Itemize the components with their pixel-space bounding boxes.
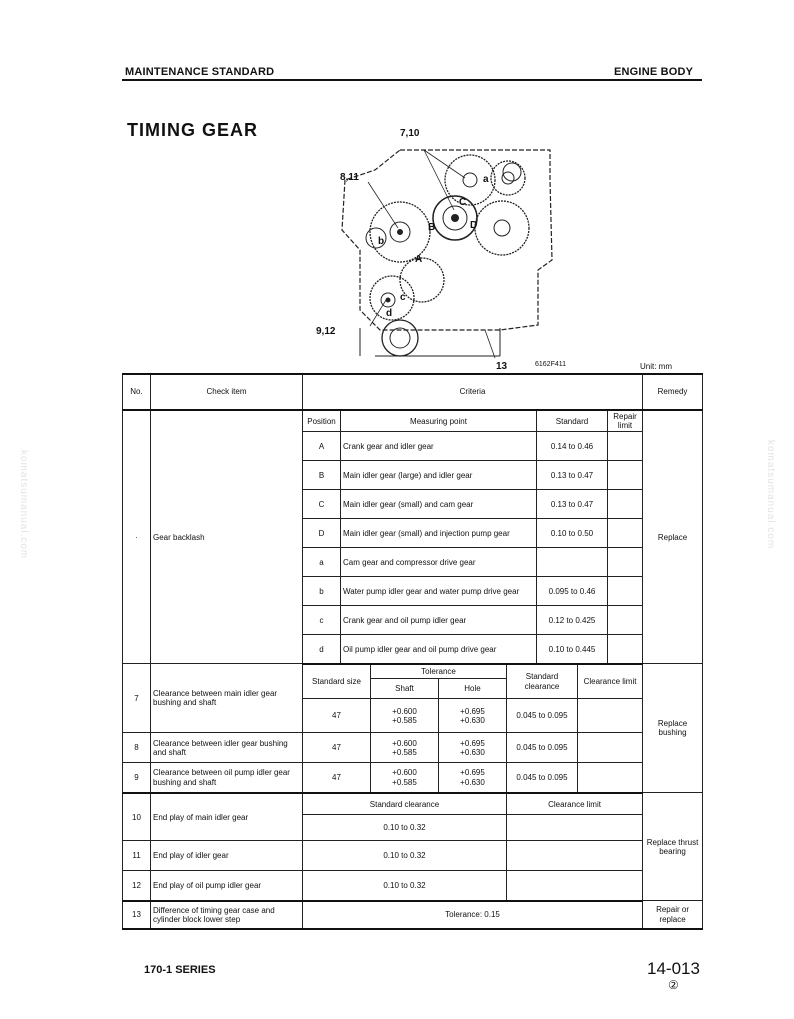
backlash-standard: 0.10 to 0.445: [537, 635, 608, 664]
backlash-point: Main idler gear (large) and idler gear: [341, 461, 537, 490]
backlash-position: D: [303, 519, 341, 548]
backlash-position: a: [303, 548, 341, 577]
backlash-point: Crank gear and idler gear: [341, 432, 537, 461]
backlash-repair-limit: [608, 461, 643, 490]
backlash-position: b: [303, 577, 341, 606]
bushing-hole-tolerance: +0.695 +0.630: [439, 763, 507, 793]
subheader-clearance-limit: Clearance limit: [578, 664, 643, 699]
bushing-std-clearance: 0.045 to 0.095: [507, 699, 578, 733]
backlash-position: B: [303, 461, 341, 490]
callout-9-12: 9,12: [316, 326, 336, 337]
backlash-no: ·: [123, 410, 151, 664]
backlash-standard: 0.10 to 0.50: [537, 519, 608, 548]
callout-7-10: 7,10: [400, 128, 420, 139]
header-criteria: Criteria: [303, 374, 643, 410]
bushing-std-clearance: 0.045 to 0.095: [507, 763, 578, 793]
table-row: [123, 763, 703, 793]
header-section-title: MAINTENANCE STANDARD: [125, 66, 275, 78]
gear-label-b: b: [378, 236, 385, 247]
endplay-std: 0.10 to 0.32: [303, 841, 507, 871]
bushing-size: 47: [303, 699, 371, 733]
endplay-remedy: Replace thrust bearing: [643, 793, 703, 901]
header-remedy: Remedy: [643, 374, 703, 410]
header-rule: [122, 79, 702, 81]
bushing-limit: [578, 763, 643, 793]
endplay-item: End play of idler gear: [151, 841, 303, 871]
gear-label-D: D: [470, 220, 478, 231]
backlash-point: Main idler gear (small) and cam gear: [341, 490, 537, 519]
subheader-standard-clearance: Standard clearance: [507, 664, 578, 699]
backlash-remedy: Replace: [643, 410, 703, 664]
endplay-std: 0.10 to 0.32: [303, 871, 507, 901]
endplay-limit: [507, 815, 643, 841]
page-title: TIMING GEAR: [127, 120, 258, 140]
subheader-endplay-limit: Clearance limit: [507, 793, 643, 815]
endplay-limit: [507, 871, 643, 901]
backlash-repair-limit: [608, 577, 643, 606]
backlash-standard: 0.14 to 0.46: [537, 432, 608, 461]
footer-page-number: 14-013: [647, 959, 700, 978]
endplay-no: 11: [123, 841, 151, 871]
backlash-standard: 0.095 to 0.46: [537, 577, 608, 606]
table-row: [123, 733, 703, 763]
step-item: Difference of timing gear case and cylinder block lower step: [151, 901, 303, 929]
gear-label-B: B: [428, 222, 436, 233]
gear-label-c: c: [400, 292, 406, 303]
backlash-point: Cam gear and compressor drive gear: [341, 548, 537, 577]
backlash-standard: 0.13 to 0.47: [537, 461, 608, 490]
endplay-item: End play of main idler gear: [151, 793, 303, 841]
unit-label: Unit: mm: [640, 362, 672, 371]
backlash-standard: 0.13 to 0.47: [537, 490, 608, 519]
backlash-check-item: Gear backlash: [151, 410, 303, 664]
bushing-limit: [578, 733, 643, 763]
subheader-endplay-standard: Standard clearance: [303, 793, 507, 815]
backlash-repair-limit: [608, 490, 643, 519]
bushing-size: 47: [303, 733, 371, 763]
subheader-shaft: Shaft: [371, 679, 439, 699]
backlash-repair-limit: [608, 548, 643, 577]
table-row: [123, 871, 703, 901]
step-no: 13: [123, 901, 151, 929]
gear-label-a: a: [483, 174, 489, 185]
timing-gear-diagram: [316, 120, 640, 372]
endplay-no: 12: [123, 871, 151, 901]
gear-label-C: C: [459, 197, 467, 208]
backlash-position: C: [303, 490, 341, 519]
header-check-item: Check item: [151, 374, 303, 410]
backlash-position: c: [303, 606, 341, 635]
subheader-position: Position: [303, 410, 341, 432]
backlash-repair-limit: [608, 635, 643, 664]
footer-series: 170-1 SERIES: [144, 964, 216, 976]
step-criteria: Tolerance: 0.15: [303, 901, 643, 929]
step-remedy: Repair or replace: [643, 901, 703, 929]
bushing-shaft-tolerance: +0.600 +0.585: [371, 763, 439, 793]
bushing-item: Clearance between main idler gear bushing and shaft: [151, 664, 303, 733]
backlash-standard: 0.12 to 0.425: [537, 606, 608, 635]
gear-label-A: A: [415, 254, 423, 265]
backlash-position: A: [303, 432, 341, 461]
bushing-remedy: Replace bushing: [643, 664, 703, 793]
backlash-repair-limit: [608, 606, 643, 635]
bushing-item: Clearance between idler gear bushing and shaft: [151, 733, 303, 763]
gear-label-d: d: [386, 308, 393, 319]
endplay-no: 10: [123, 793, 151, 841]
backlash-repair-limit: [608, 432, 643, 461]
subheader-tolerance: Tolerance: [371, 664, 507, 679]
header-no: No.: [123, 374, 151, 410]
table-row: [123, 901, 703, 929]
header-chapter-title: ENGINE BODY: [614, 66, 694, 78]
bushing-no: 8: [123, 733, 151, 763]
backlash-point: Water pump idler gear and water pump drive gear: [341, 577, 537, 606]
bushing-hole-tolerance: +0.695 +0.630: [439, 699, 507, 733]
bushing-shaft-tolerance: +0.600 +0.585: [371, 733, 439, 763]
footer-revision: ②: [668, 978, 679, 992]
bushing-shaft-tolerance: +0.600 +0.585: [371, 699, 439, 733]
subheader-measuring-point: Measuring point: [341, 410, 537, 432]
watermark-right: komatsumanual.com: [765, 440, 776, 550]
backlash-point: Oil pump idler gear and oil pump drive gear: [341, 635, 537, 664]
table-row: [123, 841, 703, 871]
figure-code: 6162F411: [535, 361, 567, 368]
bushing-size: 47: [303, 763, 371, 793]
backlash-point: Main idler gear (small) and injection pump gear: [341, 519, 537, 548]
subheader-standard: Standard: [537, 410, 608, 432]
bushing-std-clearance: 0.045 to 0.095: [507, 733, 578, 763]
watermark-left: komatsumanual.com: [18, 450, 29, 560]
endplay-limit: [507, 841, 643, 871]
bushing-item: Clearance between oil pump idler gear bushing and shaft: [151, 763, 303, 793]
subheader-hole: Hole: [439, 679, 507, 699]
callout-8-11: 8,11: [340, 172, 359, 183]
callout-13: 13: [496, 361, 508, 372]
bushing-no: 9: [123, 763, 151, 793]
bushing-hole-tolerance: +0.695 +0.630: [439, 733, 507, 763]
subheader-standard-size: Standard size: [303, 664, 371, 699]
backlash-point: Crank gear and oil pump idler gear: [341, 606, 537, 635]
backlash-standard: [537, 548, 608, 577]
bushing-no: 7: [123, 664, 151, 733]
endplay-std: 0.10 to 0.32: [303, 815, 507, 841]
bushing-limit: [578, 699, 643, 733]
spec-table: [122, 373, 703, 930]
backlash-position: d: [303, 635, 341, 664]
backlash-repair-limit: [608, 519, 643, 548]
endplay-item: End play of oil pump idler gear: [151, 871, 303, 901]
subheader-repair-limit: Repair limit: [608, 410, 643, 432]
